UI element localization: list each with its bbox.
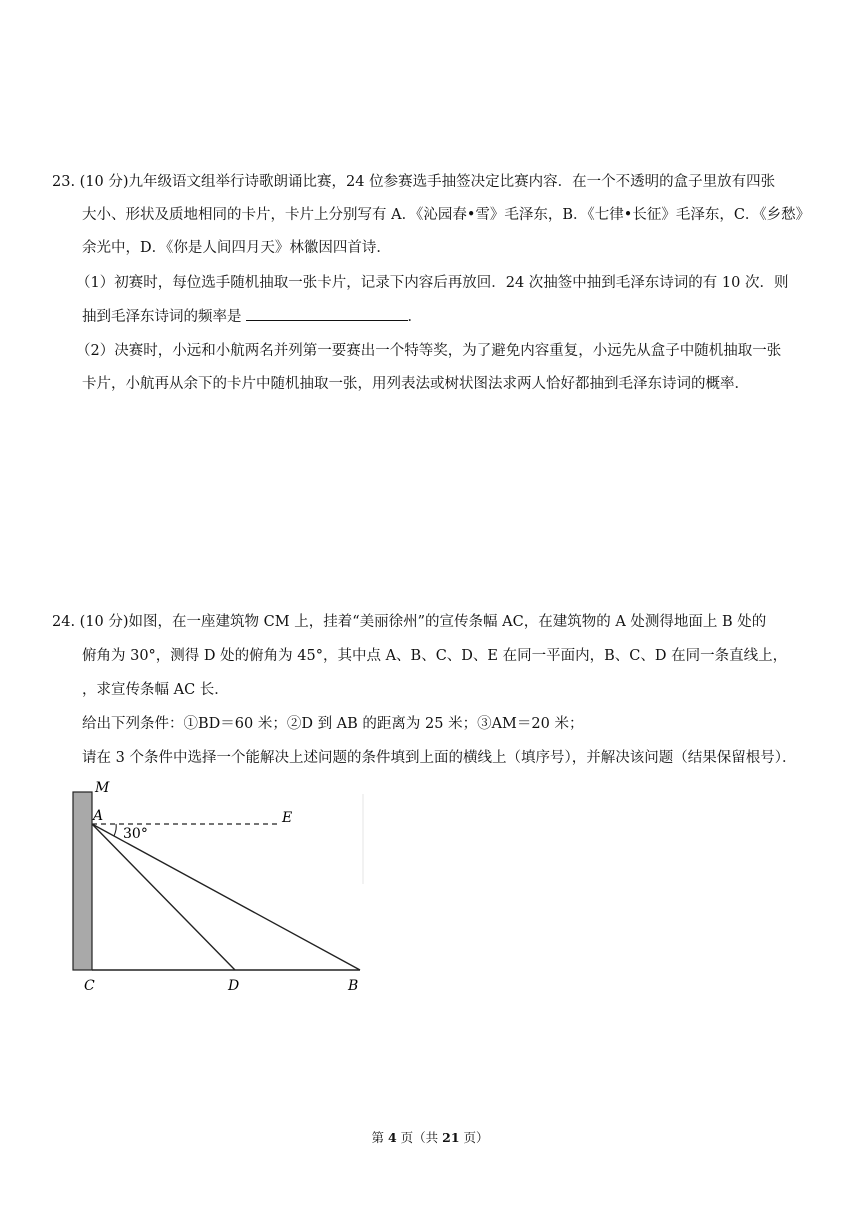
- q23-part1-line2: [82, 306, 422, 327]
- q23-part2-line2: 卡片，小航再从余下的卡片中随机抽取一张，用列表法或树状图法求两人恰好都抽到毛泽东诗词的概率．: [82, 376, 749, 392]
- q23-part1-prefix: 抽到毛泽东诗词的频率是: [82, 309, 242, 325]
- q23-part1-suffix: ．: [407, 309, 422, 325]
- footer-suffix: 页）: [459, 1130, 489, 1145]
- footer-middle: 页（共: [396, 1130, 443, 1145]
- q24-line-4: 给出下列条件：①BD＝60 米；②D 到 AB 的距离为 25 米；③AM＝20 米；: [82, 716, 584, 732]
- q23-number: 23.: [52, 174, 76, 190]
- building-figure: [60, 774, 380, 1004]
- angle-arc: [114, 824, 116, 836]
- q24-line-3: ，求宣传条幅 AC 长．: [82, 682, 229, 698]
- label-e: E: [282, 810, 293, 826]
- label-a: A: [93, 808, 104, 824]
- building-cm: [73, 792, 92, 970]
- line-ab: [92, 824, 360, 970]
- line-ad: [92, 824, 235, 970]
- q23-text-1: 九年级语文组举行诗歌朗诵比赛，24 位参赛选手抽签决定比赛内容．在一个不透明的盒子里放有四张: [128, 174, 776, 190]
- footer-prefix: 第: [371, 1130, 388, 1145]
- label-d: D: [228, 978, 240, 994]
- page-footer: [0, 1128, 860, 1146]
- label-c: C: [84, 978, 95, 994]
- q23-part1-line1: （1）初赛时，每位选手随机抽取一张卡片，记录下内容后再放回．24 次抽签中抽到毛泽东诗词的有 10 次．则: [76, 275, 789, 291]
- q24-number: 24.: [52, 614, 76, 630]
- q24-text-1: 如图，在一座建筑物 CM 上，挂着“美丽徐州”的宣传条幅 AC，在建筑物的 A 处测得地面上 B 处的: [128, 614, 767, 630]
- q23-line-1: [52, 172, 775, 192]
- q23-part2-line1: （2）决赛时，小远和小航两名并列第一要赛出一个特等奖，为了避免内容重复，小远先从盒子中随机抽取一张: [76, 343, 782, 359]
- q24-score: (10 分): [79, 614, 129, 630]
- q24-line-5: 请在 3 个条件中选择一个能解决上述问题的条件填到上面的横线上（填序号），并解决该问题（结果保留根号）．: [82, 750, 797, 766]
- q23-score: (10 分): [79, 174, 129, 190]
- q24-line-2: 俯角为 30°，测得 D 处的俯角为 45°，其中点 A、B、C、D、E 在同一平面内，B、C、D 在同一条直线上，: [82, 648, 788, 664]
- angle-label: 30°: [123, 826, 148, 842]
- footer-total-pages: 21: [442, 1130, 460, 1145]
- footer-page-number: 4: [387, 1130, 397, 1145]
- label-b: B: [348, 978, 359, 994]
- q24-line-1: [52, 612, 766, 632]
- answer-blank[interactable]: [246, 306, 408, 321]
- q23-line-3: 余光中，D．《你是人间四月天》林徽因四首诗．: [82, 240, 391, 256]
- q23-line-2: 大小、形状及质地相同的卡片，卡片上分别写有 A．《沁园春•雪》毛泽东，B．《七律•长征》毛泽东，C．《乡愁》: [82, 207, 811, 223]
- label-m: M: [95, 780, 110, 796]
